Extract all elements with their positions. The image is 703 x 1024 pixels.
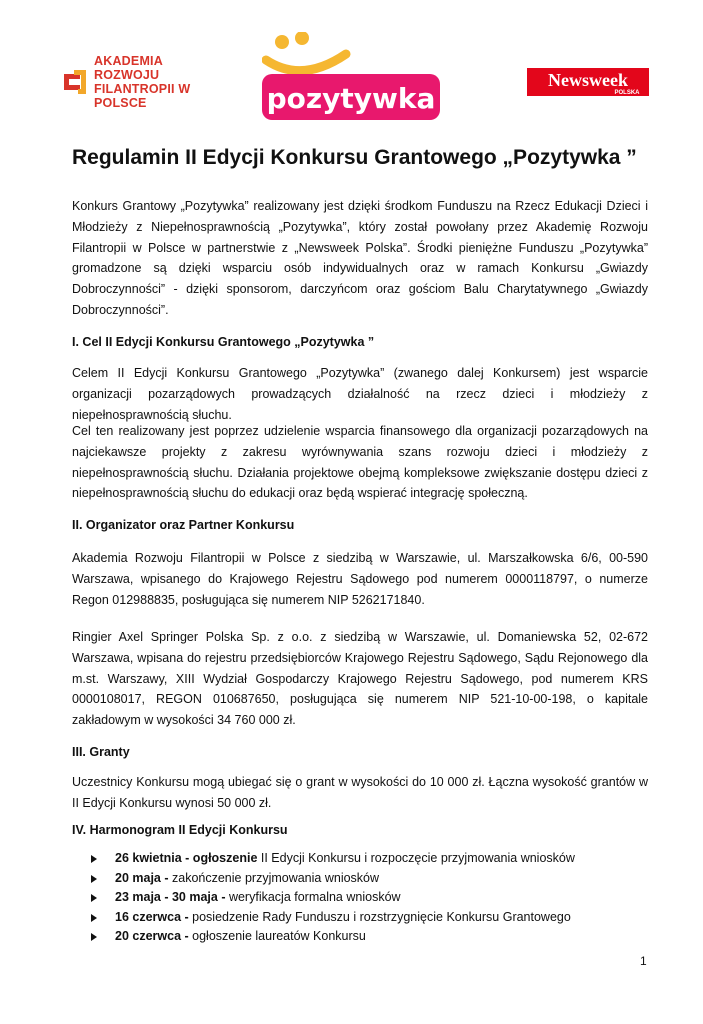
section-3-paragraph-1: Uczestnicy Konkursu mogą ubiegać się o grant w wysokości do 10 000 zł. Łączna wysokość grantów w II Edycji Konkursu wynosi 50 000 zł. <box>72 775 648 810</box>
list-item: 20 czerwca - ogłoszenie laureatów Konkursu <box>91 927 575 947</box>
section-2-heading: II. Organizator oraz Partner Konkursu <box>72 518 295 532</box>
newsweek-logo <box>527 68 649 96</box>
akademia-logo <box>60 54 230 110</box>
schedule-list <box>91 849 575 947</box>
section-2-paragraph-1: Akademia Rozwoju Filantropii w Polsce z siedzibą w Warszawie, ul. Marszałkowska 6/6, 00-590 Warszawa, wpisanego do Krajowego Rejestru Sądowego pod numerem 0000118797, o numerze Regon 012988835, posługująca się numerem NIP 5262171840. <box>72 551 648 607</box>
bullet-arrow-icon <box>91 875 97 883</box>
newsweek-logo-sub: POLSKA <box>614 90 640 96</box>
list-item: 26 kwietnia - ogłoszenie II Edycji Konkursu i rozpoczęcie przyjmowania wniosków <box>91 849 575 869</box>
section-1-paragraph-1: Celem II Edycji Konkursu Grantowego „Pozytywka” (zwanego dalej Konkursem) jest wsparcie organizacji pozarządowych prowadzących działalność na rzecz dzieci i młodzieży z niepełnosprawnością słuchu. <box>72 366 648 422</box>
document-title: Regulamin II Edycji Konkursu Grantowego „Pozytywka ” <box>72 146 637 169</box>
akademia-mark-icon <box>60 68 88 96</box>
akademia-line-2: FILANTROPII W POLSCE <box>94 82 191 110</box>
list-item: 23 maja - 30 maja - weryfikacja formalna wniosków <box>91 888 575 908</box>
pozytywka-logo-text: pozytywka <box>266 82 436 115</box>
section-3-heading: III. Granty <box>72 745 130 759</box>
bullet-arrow-icon <box>91 894 97 902</box>
section-4-heading: IV. Harmonogram II Edycji Konkursu <box>72 823 288 837</box>
akademia-line-1: AKADEMIA ROZWOJU <box>94 54 163 82</box>
pozytywka-logo <box>262 32 442 124</box>
section-2-paragraph-2: Ringier Axel Springer Polska Sp. z o.o. z siedzibą w Warszawie, ul. Domaniewska 52, 02-672 Warszawa, wpisana do rejestru przedsiębiorców Krajowego Rejestru Sądowego, Sądu Rejonowego dla m.st. Warszawy, XIII Wydział Gospodarczy Krajowego Rejestru Sądowego, pod numerem KRS 0000108017, REGON 010687650, posługująca się numerem NIP 521-10-00-198, o kapitale zakładowym w wysokości 34 760 000 zł. <box>72 630 648 728</box>
newsweek-logo-text: Newsweek <box>548 70 628 90</box>
page-number: 1 <box>640 954 647 968</box>
bullet-arrow-icon <box>91 914 97 922</box>
bullet-arrow-icon <box>91 855 97 863</box>
intro-paragraph: Konkurs Grantowy „Pozytywka” realizowany jest dzięki środkom Funduszu na Rzecz Edukacji Dzieci i Młodzieży z Niepełnosprawnością „Pozytywka”, który został powołany przez Akademię Rozwoju Filantropii w Polsce w partnerstwie z „Newsweek Polska”. Środki pieniężne Funduszu „Pozytywka” gromadzone są dzięki wsparciu osób indywidualnych oraz w ramach Konkursu „Gwiazdy Dobroczynności” - dzięki sponsorom, darczyńcom oraz gościom Balu Charytatywnego „Gwiazdy Dobroczynności”. <box>72 199 648 317</box>
section-1-paragraph-2: Cel ten realizowany jest poprzez udzielenie wsparcia finansowego dla organizacji pozarządowych na najciekawsze projekty z zakresu wyrównywania szans rozwoju dzieci i młodzieży z niepełnosprawnością słuchu. Działania projektowe obejmą kompleksowe zwiększanie dostępu dzieci z niepełnosprawnością słuchu do edukacji oraz będą wspierać integrację społeczną. <box>72 424 648 501</box>
list-item: 16 czerwca - posiedzenie Rady Funduszu i rozstrzygnięcie Konkursu Grantowego <box>91 908 575 928</box>
section-1-heading: I. Cel II Edycji Konkursu Grantowego „Pozytywka ” <box>72 335 375 349</box>
bullet-arrow-icon <box>91 933 97 941</box>
list-item: 20 maja - zakończenie przyjmowania wniosków <box>91 869 575 889</box>
